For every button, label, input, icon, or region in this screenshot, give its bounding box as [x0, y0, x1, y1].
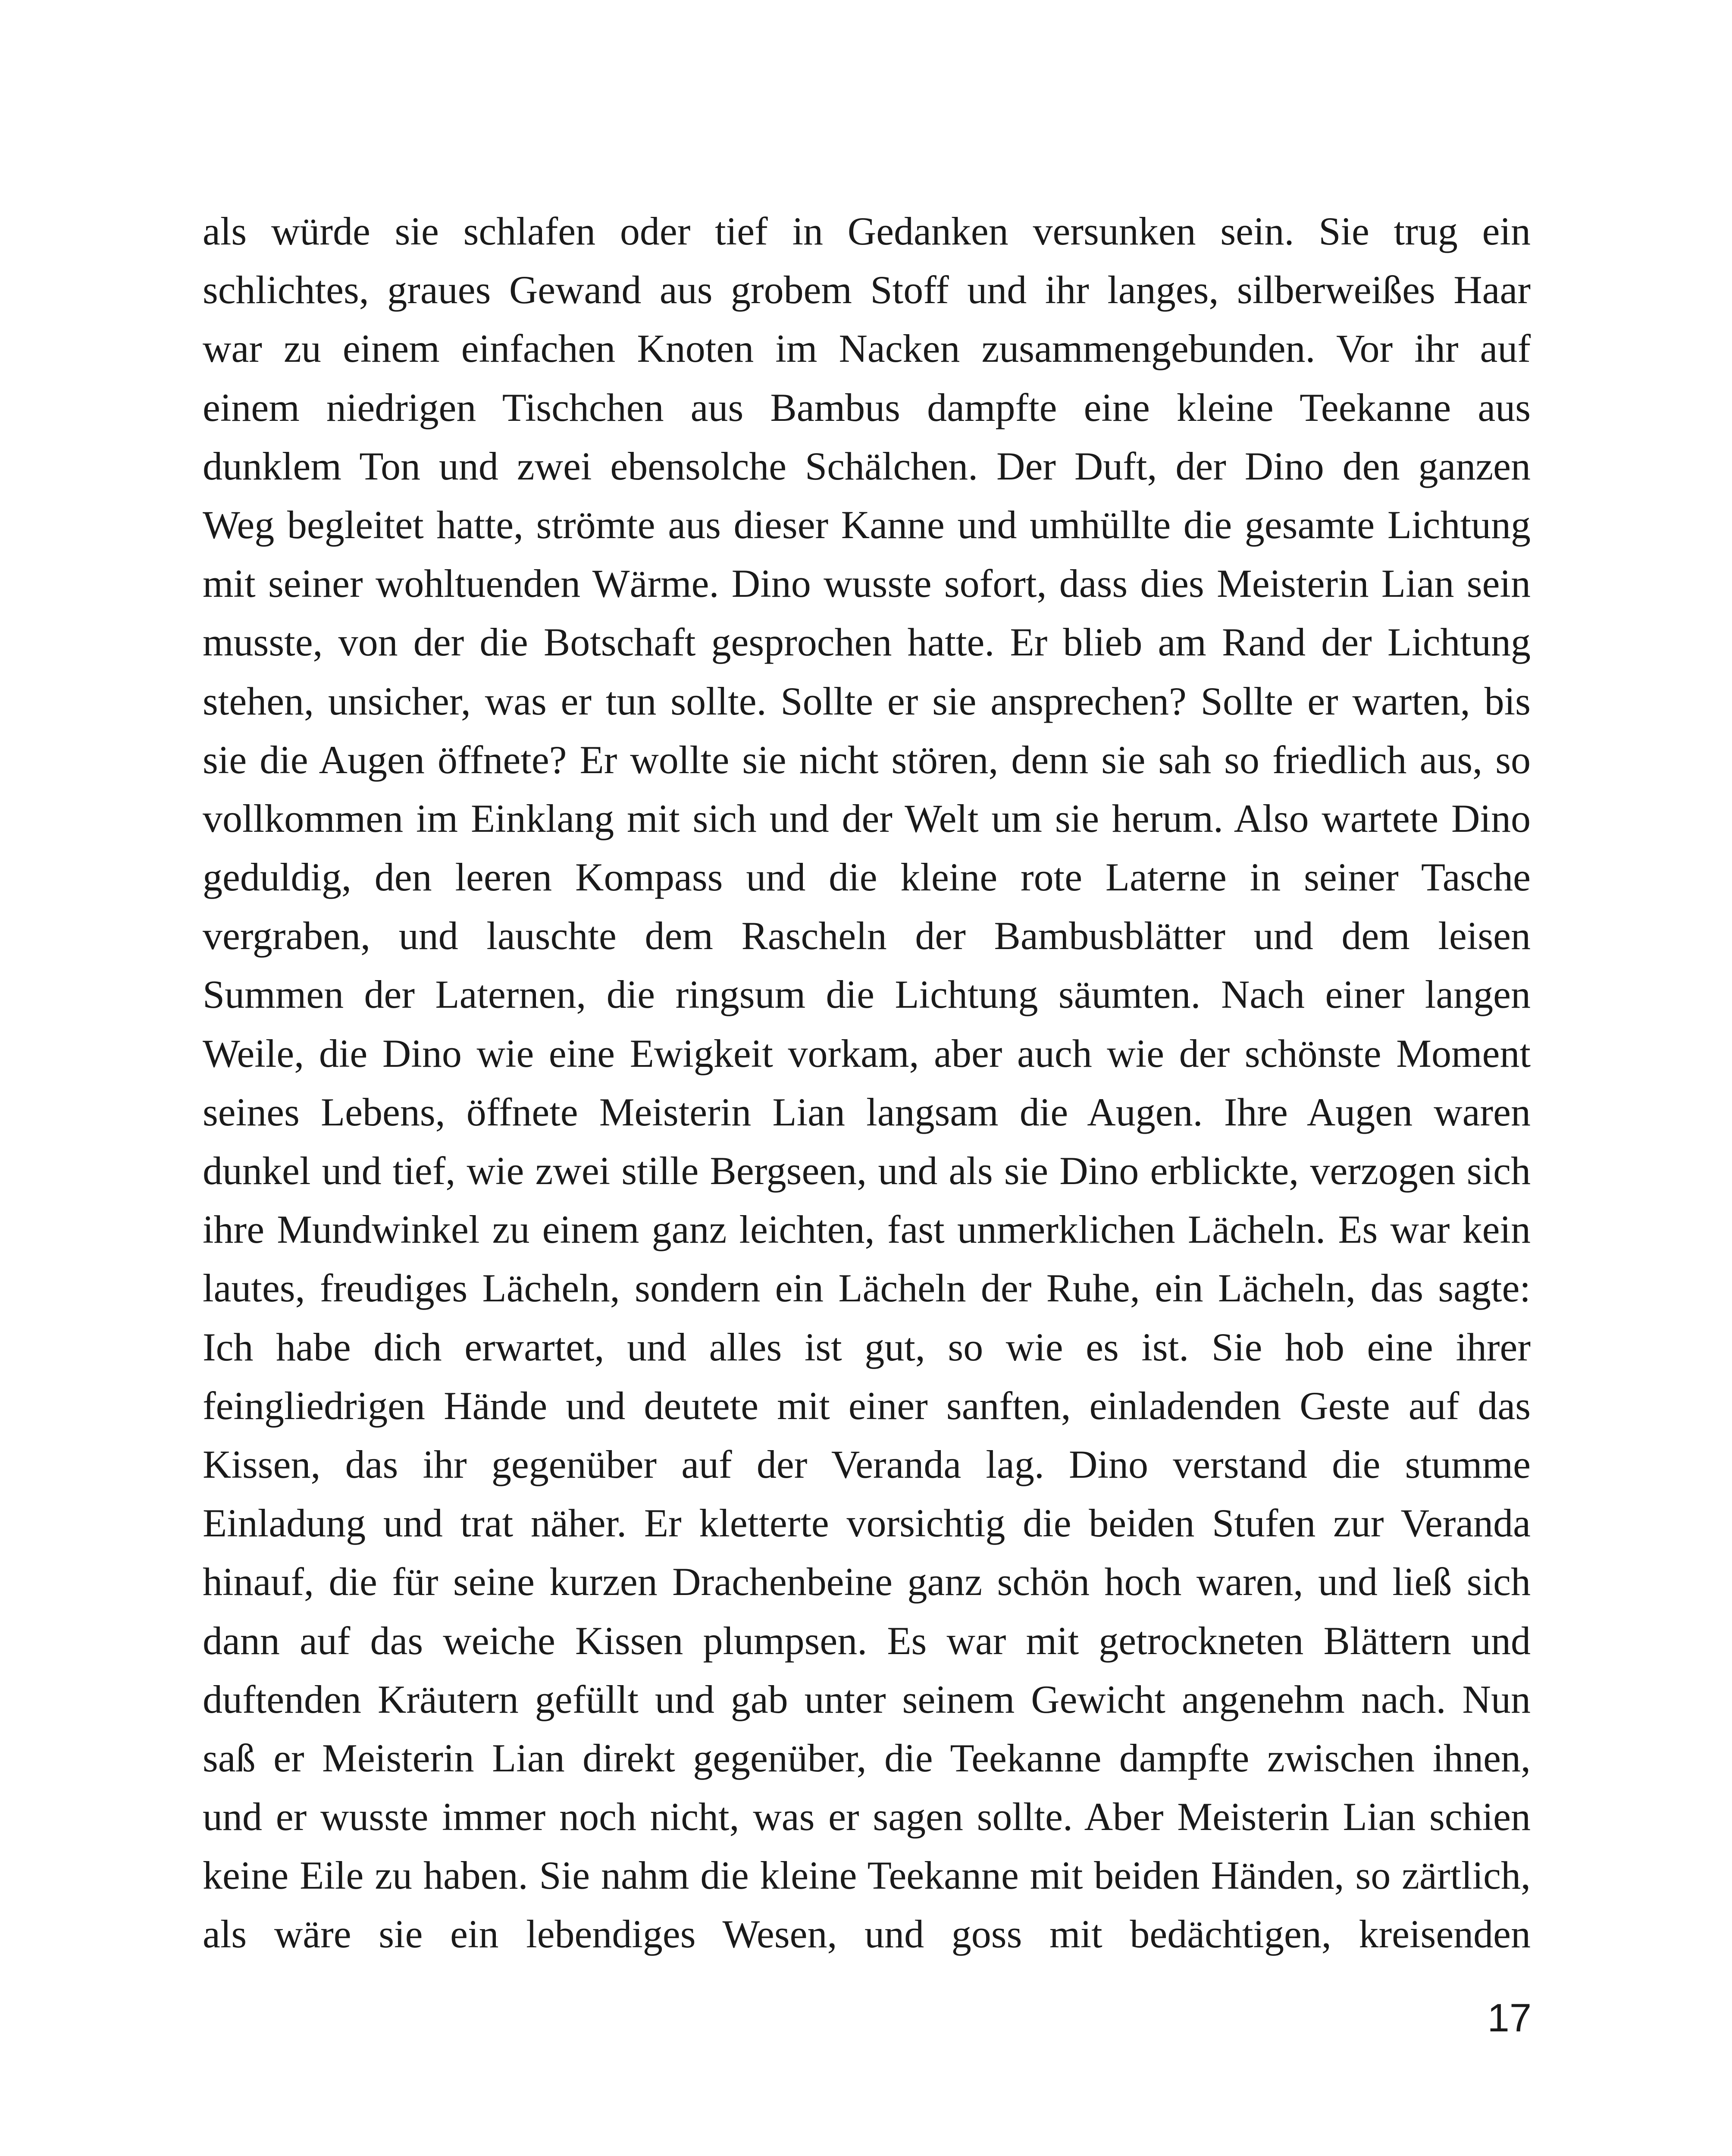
text-line: Weile, die Dino wie eine Ewigkeit vorkam, aber auch wie der schönste Moment — [203, 1031, 1531, 1075]
text-line: Kissen, das ihr gegenüber auf der Veranda lag. Dino verstand die stumme — [203, 1442, 1531, 1486]
text-line: dann auf das weiche Kissen plumpsen. Es war mit getrockneten Blättern und — [203, 1618, 1531, 1663]
text-line: musste, von der die Botschaft gesprochen hatte. Er blieb am Rand der Lichtung — [203, 620, 1531, 664]
text-line: Einladung und trat näher. Er kletterte vorsichtig die beiden Stufen zur Veranda — [203, 1501, 1531, 1545]
page-number: 17 — [1487, 1996, 1532, 2040]
text-line: vollkommen im Einklang mit sich und der Welt um sie herum. Also wartete Dino — [203, 796, 1531, 840]
text-line: Ich habe dich erwartet, und alles ist gut, so wie es ist. Sie hob eine ihrer — [203, 1325, 1531, 1369]
text-line: geduldig, den leeren Kompass und die kleine rote Laterne in seiner Tasche — [203, 855, 1531, 899]
text-line: vergraben, und lauschte dem Rascheln der Bambusblätter und dem leisen — [203, 914, 1531, 958]
text-line: einem niedrigen Tischchen aus Bambus dampfte eine kleine Teekanne aus — [203, 385, 1531, 429]
text-line: mit seiner wohltuenden Wärme. Dino wusste sofort, dass dies Meisterin Lian sein — [203, 561, 1531, 606]
text-line: sie die Augen öffnete? Er wollte sie nicht stören, denn sie sah so friedlich aus, so — [203, 737, 1531, 782]
text-line: hinauf, die für seine kurzen Drachenbeine ganz schön hoch waren, und ließ sich — [203, 1560, 1531, 1604]
body-paragraph — [203, 202, 1531, 1964]
text-line: ihre Mundwinkel zu einem ganz leichten, fast unmerklichen Lächeln. Es war kein — [203, 1207, 1531, 1252]
text-line: als wäre sie ein lebendiges Wesen, und goss mit bedächtigen, kreisenden — [203, 1912, 1531, 1956]
text-line: dunklem Ton und zwei ebensolche Schälchen. Der Duft, der Dino den ganzen — [203, 444, 1531, 488]
text-line: seines Lebens, öffnete Meisterin Lian langsam die Augen. Ihre Augen waren — [203, 1090, 1531, 1134]
text-line: war zu einem einfachen Knoten im Nacken zusammengebunden. Vor ihr auf — [203, 326, 1531, 371]
text-line: feingliedrigen Hände und deutete mit einer sanften, einladenden Geste auf das — [203, 1383, 1531, 1428]
text-line: duftenden Kräutern gefüllt und gab unter seinem Gewicht angenehm nach. Nun — [203, 1677, 1531, 1721]
text-line: stehen, unsicher, was er tun sollte. Sollte er sie ansprechen? Sollte er warten, bis — [203, 679, 1531, 723]
text-line: Weg begleitet hatte, strömte aus dieser Kanne und umhüllte die gesamte Lichtung — [203, 502, 1531, 547]
text-line: und er wusste immer noch nicht, was er sagen sollte. Aber Meisterin Lian schien — [203, 1795, 1531, 1839]
text-line: dunkel und tief, wie zwei stille Bergseen, und als sie Dino erblickte, verzogen sich — [203, 1149, 1531, 1193]
text-line: saß er Meisterin Lian direkt gegenüber, die Teekanne dampfte zwischen ihnen, — [203, 1736, 1531, 1780]
text-line: schlichtes, graues Gewand aus grobem Stoff und ihr langes, silberweißes Haar — [203, 268, 1531, 312]
text-line: lautes, freudiges Lächeln, sondern ein Lächeln der Ruhe, ein Lächeln, das sagte: — [203, 1266, 1531, 1310]
text-line: als würde sie schlafen oder tief in Gedanken versunken sein. Sie trug ein — [203, 209, 1531, 253]
text-line: keine Eile zu haben. Sie nahm die kleine Teekanne mit beiden Händen, so zärtlich, — [203, 1853, 1531, 1898]
text-line: Summen der Laternen, die ringsum die Lichtung säumten. Nach einer langen — [203, 972, 1531, 1017]
